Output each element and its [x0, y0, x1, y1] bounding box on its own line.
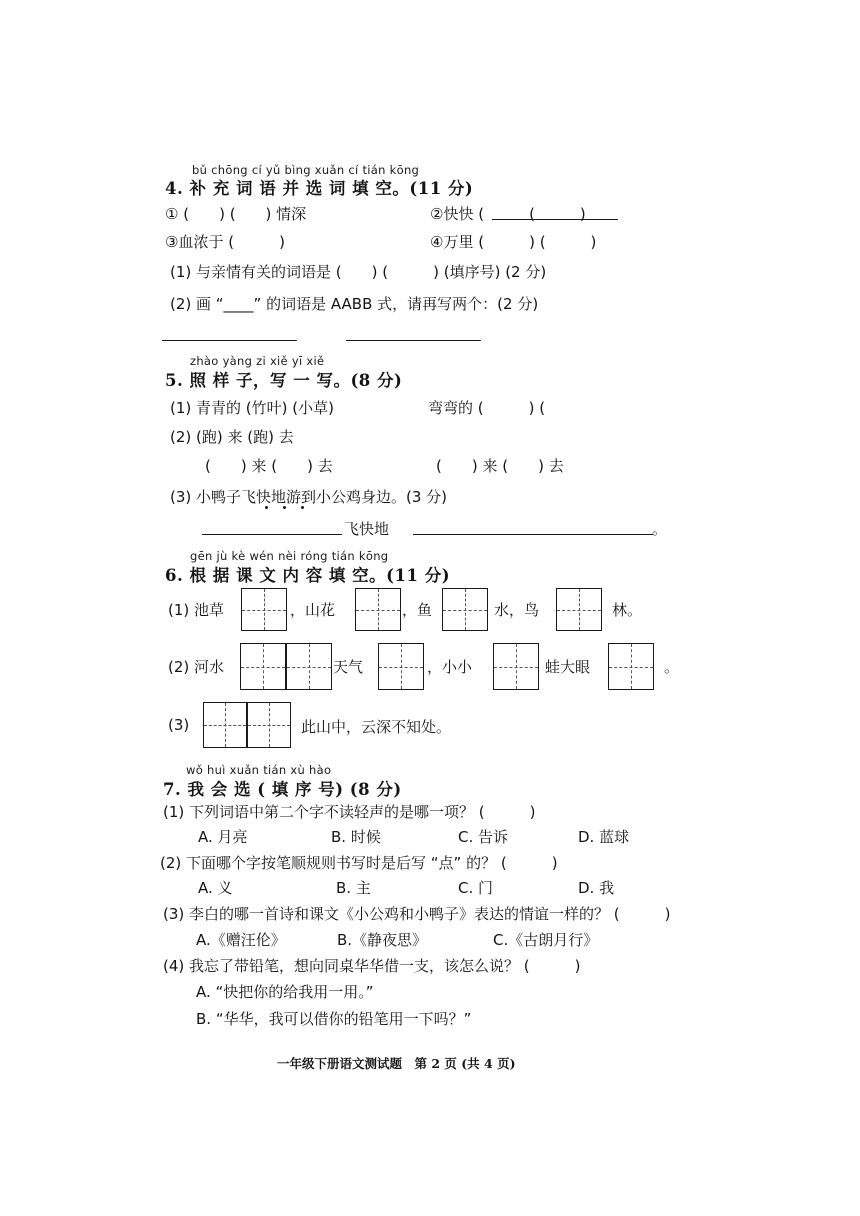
tianzige-box[interactable] [442, 588, 488, 631]
q5-sub-2a: ( ) 来 ( ) 去 [205, 457, 333, 475]
q7-sub-1-opt-b[interactable]: B. 时候 [331, 828, 381, 846]
q7-sub-1: (1) 下列词语中第二个字不读轻声的是哪一项？ ( ) [163, 803, 536, 821]
q7-sub-3-opt-a[interactable]: A.《赠汪伦》 [196, 931, 286, 949]
q7-sub-2-opt-c[interactable]: C. 门 [458, 879, 494, 897]
q7-sub-4: (4) 我忘了带铅笔，想向同桌华华借一支，该怎么说？ ( ) [163, 957, 581, 975]
q7-pinyin: wǒ huì xuǎn tián xù hào [186, 763, 332, 777]
emphasis-dot [283, 506, 286, 509]
q5-sub-2: (2) (跑) 来 (跑) 去 [170, 428, 294, 446]
tianzige-box[interactable] [240, 643, 286, 690]
q7-sub-3-opt-c[interactable]: C.《古朗月行》 [493, 931, 599, 949]
q5-answer-line-1[interactable] [202, 534, 342, 535]
q6-title: 6. 根 据 课 文 内 容 填 空。(11 分) [165, 566, 450, 585]
q5-title: 5. 照 样 子，写 一 写。(8 分) [165, 371, 403, 390]
q6-s1-b: ，山花 [290, 601, 336, 619]
q5-fill-mid: 飞快地 [344, 520, 390, 538]
q5-sub-3: (3) 小鸭子飞快地游到小公鸡身边。(3 分) [170, 488, 448, 506]
q4-answer-line-2[interactable] [346, 340, 481, 341]
q6-s2-e: 。 [664, 658, 680, 676]
q4-answer-line-1[interactable] [162, 340, 297, 341]
q7-sub-2-opt-a[interactable]: A. 义 [198, 879, 233, 897]
tianzige-box[interactable] [286, 643, 332, 690]
q6-s3-label: (3) [168, 716, 190, 734]
q6-s1-e: 林。 [612, 601, 643, 619]
q4-item-2-underline [492, 219, 618, 220]
q7-sub-1-opt-c[interactable]: C. 告诉 [458, 828, 509, 846]
q5-answer-line-2[interactable] [413, 534, 653, 535]
q7-sub-3-opt-b[interactable]: B.《静夜思》 [337, 931, 428, 949]
emphasis-dot [301, 506, 304, 509]
emphasis-dot [265, 506, 268, 509]
q5-sub-1a: (1) 青青的 (竹叶) (小草) [170, 399, 334, 417]
q5-sub-1b: 弯弯的 ( ) ( [428, 399, 546, 417]
q6-s2-label: (2) 河水 [168, 658, 225, 676]
q4-item-4: ④万里 ( ) ( ) [430, 233, 597, 251]
q7-sub-2-opt-b[interactable]: B. 主 [336, 879, 371, 897]
tianzige-box[interactable] [241, 588, 287, 631]
tianzige-box[interactable] [203, 702, 247, 748]
q4-pinyin: bǔ chōng cí yǔ bìng xuǎn cí tián kōng [192, 163, 420, 177]
q6-s1-d: 水，鸟 [494, 601, 540, 619]
q6-s1-c: ，鱼 [402, 601, 433, 619]
q5-sub-2b: ( ) 来 ( ) 去 [436, 457, 564, 475]
q6-s3-b: 此山中，云深不知处。 [301, 718, 452, 736]
q6-s2-b: 天气 [333, 658, 364, 676]
tianzige-box[interactable] [556, 588, 602, 631]
q4-sub-2: (2) 画 “____” 的词语是 AABB 式，请再写两个：(2 分) [170, 295, 539, 313]
q6-s2-c: ，小小 [427, 658, 473, 676]
q7-sub-1-opt-d[interactable]: D. 蓝球 [578, 828, 630, 846]
q7-sub-4-opt-a[interactable]: A. “快把你的给我用一用。” [196, 983, 374, 1001]
q4-title: 4. 补 充 词 语 并 选 词 填 空。(11 分) [165, 179, 474, 198]
page-footer: 一年级下册语文测试题 第 2 页 (共 4 页) [277, 1056, 516, 1071]
q4-sub-1: (1) 与亲情有关的词语是 ( ) ( ) (填序号) (2 分) [170, 263, 547, 281]
q5-pinyin: zhào yàng zi xiě yī xiě [190, 354, 325, 368]
q7-sub-3: (3) 李白的哪一首诗和课文《小公鸡和小鸭子》表达的情谊一样的？ ( ) [163, 905, 671, 923]
q6-s1-label: (1) 池草 [168, 601, 225, 619]
q4-item-1: ① ( ) ( ) 情深 [165, 205, 307, 223]
tianzige-box[interactable] [355, 588, 401, 631]
q6-pinyin: gēn jù kè wén nèi róng tián kōng [190, 549, 389, 563]
tianzige-box[interactable] [493, 643, 539, 690]
q7-sub-2-opt-d[interactable]: D. 我 [578, 879, 615, 897]
q7-sub-1-opt-a[interactable]: A. 月亮 [198, 828, 248, 846]
q4-item-2: ②快快 ( ( ) [430, 205, 586, 223]
q4-item-3: ③血浓于 ( ) [165, 233, 285, 251]
q5-fill-end: 。 [652, 520, 668, 538]
q6-s2-d: 蛙大眼 [545, 658, 591, 676]
tianzige-box[interactable] [608, 643, 654, 690]
tianzige-box[interactable] [378, 643, 424, 690]
tianzige-box[interactable] [247, 702, 291, 748]
q7-title: 7. 我 会 选 ( 填 序 号) (8 分) [163, 780, 402, 799]
q7-sub-4-opt-b[interactable]: B. “华华，我可以借你的铅笔用一下吗？” [196, 1010, 472, 1028]
q7-sub-2: (2) 下面哪个字按笔顺规则书写时是后写 “点” 的？ ( ) [160, 854, 558, 872]
